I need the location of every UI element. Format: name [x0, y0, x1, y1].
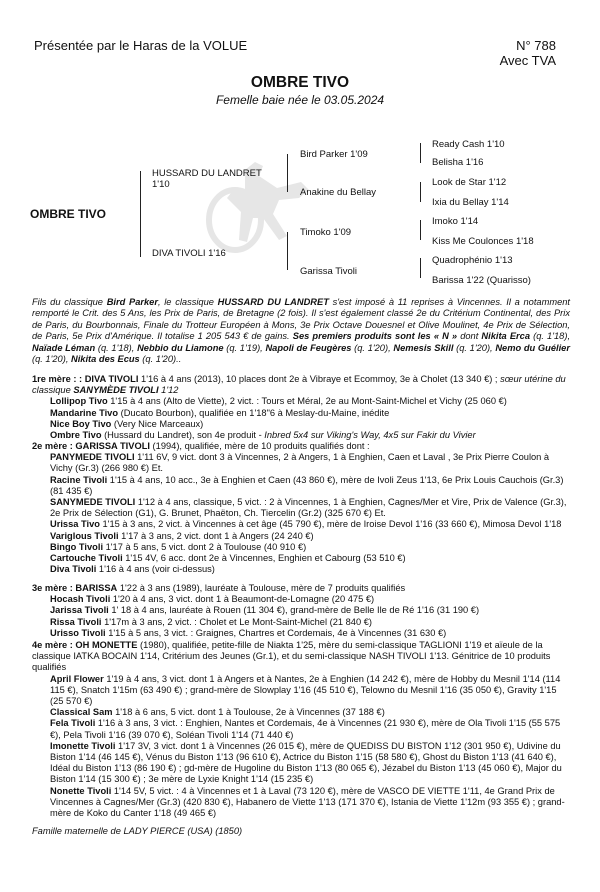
third-dam-section [32, 583, 572, 639]
bracket-ss [420, 143, 421, 163]
pedigree-ss: Bird Parker 1'09 [300, 149, 368, 160]
first-dam-section [32, 374, 572, 441]
produce-line: Diva Tivoli 1'16 à 4 ans (voir ci-dessus) [50, 564, 215, 575]
produce-line: Fela Tivoli 1'16 à 3 ans, 3 vict. : Enghien, Nantes et Cordemais, 4e à Vincennes (21 930 €), mère de Ola Tivoli 1'15 (55 575 €), Pela Tivoli 1'16 (39 070 €), Soléan Tivoli 1'14 (71 440 €) [50, 718, 561, 740]
first-dam-heading: 1re mère : : DIVA TIVOLI 1'16 à 4 ans (2013), 10 places dont 2e à Vibraye et Ecommoy, 3e à Cholet (13 340 €) ; sœur utérine du classique SANYMÈDE TIVOLI 1'12 [32, 374, 566, 396]
pedigree-ds: Timoko 1'09 [300, 227, 352, 238]
produce-line: Cartouche Tivoli 1'15 4V, 6 acc. dont 2e à Vincennes, Enghien et Cabourg (53 510 €) [50, 553, 406, 564]
produce-line: Imonette Tivoli 1'17 3V, 3 vict. dont 1 à Vincennes (26 015 €), mère de QUEDISS DU BISTON 1'12 (301 950 €), Udivine du Biston 1'14 (46 145 €), Vénus du Biston 1'13 (96 610 €), Actrice du Biston 1'15 (58 580 €), Ghost du Biston 1'13 (41 640 €), Idéal du Biston 1'13 (86 190 €) ; gd-mère de Hugoline du Biston 1'13 (80 065 €), Jézabel du Biston 1'13 (45 060 €), Major du Biston 1'14 (15 300 €) ; 3e mère de Lyxie Knight 1'14 (15 235 €) [50, 740, 562, 785]
fourth-dam-heading: 4e mère : OH MONETTE (1980), qualifiée, petite-fille de Niakta 1'25, mère du semi-classique TAGLIONI 1'19 et aïeule de la classique IATKA BOCAIN 1'14, Critérium des Jeunes (Gr.1), et du semi-classique NASH TIVOLI 1'13. Génitrice de 10 produits qualifiés [32, 640, 551, 673]
pedigree-dsd: Kiss Me Coulonces 1'18 [432, 236, 534, 247]
produce-line: Urissa Tivo 1'15 à 3 ans, 2 vict. à Vincennes à cet âge (45 790 €), mère de Iroise Devol 1'16 (33 660 €), Mimosa Devol 1'18 [50, 519, 562, 530]
pedigree-dd: Garissa Tivoli [300, 266, 358, 277]
bracket-subject [140, 171, 141, 257]
pedigree-sire: HUSSARD DU LANDRET 1'10 [152, 168, 262, 190]
produce-line: Urisso Tivoli 1'15 à 5 ans, 3 vict. : Graignes, Chartres et Cordemais, 4e à Vincennes (31 630 €) [50, 627, 447, 638]
produce-line: Jarissa Tivoli 1' 18 à 4 ans, lauréate à Rouen (11 304 €), grand-mère de Belle Ile de Ré 1'16 (31 190 €) [50, 605, 480, 616]
pedigree-dam: DIVA TIVOLI 1'16 [152, 248, 226, 259]
produce-line: April Flower 1'19 à 4 ans, 3 vict. dont 1 à Angers et à Nantes, 2e à Enghien (14 242 €), mère de Hobby du Mesnil 1'14 (114 115 €), Snatch 1'15m (63 490 €) ; grand-mère de Slowplay 1'16 (45 510 €), Telowno du Mesnil 1'16 (35 050 €), Gravity 1'15 (25 570 €) [50, 673, 561, 707]
maternal-family-note: Famille maternelle de LADY PIERCE (USA) (1850) [32, 826, 243, 836]
produce-line: Nice Boy Tivo (Very Nice Marceaux) [50, 418, 204, 429]
pedigree-sd: Anakine du Bellay [300, 187, 377, 198]
produce-line: Variglous Tivoli 1'17 à 3 ans, 2 vict. dont 1 à Angers (24 240 €) [50, 530, 314, 541]
second-dam-section [32, 441, 572, 575]
trotter-logo [205, 150, 315, 260]
second-dam-heading: 2e mère : GARISSA TIVOLI (1994), qualifiée, mère de 10 produits qualifiés dont : [32, 441, 370, 451]
bracket-dd [420, 258, 421, 278]
vat-note: Avec TVA [499, 53, 556, 68]
produce-line: Lollipop Tivo 1'15 à 4 ans (Alto de Viette), 2 vict. : Tours et Méral, 2e au Mont-Saint-Michel et Vichy (25 060 €) [50, 396, 507, 407]
bracket-sd [420, 182, 421, 202]
fourth-dam-section [32, 640, 572, 819]
bracket-sire [287, 154, 288, 192]
produce-line: Mandarine Tivo (Ducato Bourbon), qualifiée en 1'18"6 à Meslay-du-Maine, inédite [50, 407, 390, 418]
produce-line: Ombre Tivo (Hussard du Landret), son 4e produit - Inbred 5x4 sur Viking's Way, 4x5 sur Fakir du Vivier [50, 430, 476, 441]
produce-line: Nonette Tivoli 1'14 5V, 5 vict. : 4 à Vincennes et 1 à Laval (73 120 €), mère de VASCO DE VIETTE 1'11, 4e Grand Prix de Vincennes à Cagnes/Mer (Gr.3) (420 830 €), Habanero de Viette 1'13 (171 370 €), Istania de Viette 1'12m (93 355 €) ; grand-mère de Koko du Canter 1'18 (49 465 €) [50, 785, 565, 819]
pedigree-ddd: Barissa 1'22 (Quarisso) [432, 275, 531, 286]
pedigree-dds: Quadrophénio 1'13 [432, 255, 513, 266]
bracket-dam [287, 232, 288, 270]
lot-number: N° 788 [516, 38, 556, 53]
produce-line: Classical Sam 1'18 à 6 ans, 5 vict. dont 1 à Toulouse, 2e à Vincennes (37 188 €) [50, 707, 385, 718]
pedigree-sdd: Ixia du Bellay 1'14 [432, 197, 509, 208]
pedigree-sds: Look de Star 1'12 [432, 177, 507, 188]
pedigree-subject: OMBRE TIVO [30, 207, 107, 221]
pedigree-dss: Imoko 1'14 [432, 216, 479, 227]
produce-line: Hocash Tivoli 1'20 à 4 ans, 3 vict. dont 1 à Beaumont-de-Lomagne (20 475 €) [50, 594, 375, 605]
produce-line: PANYMEDE TIVOLI 1'11 6V, 9 vict. dont 3 à Vincennes, 2 à Angers, 1 à Enghien, Caen et Laval , 3e Prix Pierre Coulon à Vichy (Gr.3) (266 980 €) Et. [50, 452, 550, 474]
presenter-line: Présentée par le Haras de la VOLUE [34, 38, 248, 53]
produce-line: Bingo Tivoli 1'17 à 5 ans, 5 vict. dont 2 à Toulouse (40 910 €) [50, 541, 307, 552]
lot-block [500, 38, 556, 68]
bracket-ds [420, 220, 421, 240]
pedigree-sss: Ready Cash 1'10 [432, 139, 505, 150]
produce-line: Rissa Tivoli 1'17m à 3 ans, 2 vict. : Cholet et Le Mont-Saint-Michel (21 840 €) [50, 616, 373, 627]
produce-line: Racine Tivoli 1'15 à 4 ans, 10 acc., 3e à Enghien et Caen (43 860 €), mère de Ivoli Zeus 1'13, 6e Prix Louis Cauchois (Gr.3) (81 435 €) [50, 474, 564, 496]
page-title: OMBRE TIVO [250, 74, 350, 91]
produce-line: SANYMEDE TIVOLI 1'12 à 4 ans, classique, 5 vict. : 2 à Vincennes, 1 à Enghien, Cagnes/Mer et Vire, Prix de Valence (Gr.3), 2e Prix de Sélection (G1), G. Brunet, Phaëton, Ch. Tiercelin (Gr.2) (325 670 €) Et. [50, 497, 567, 519]
pedigree-ssd: Belisha 1'16 [432, 157, 484, 168]
third-dam-heading: 3e mère : BARISSA 1'22 à 3 ans (1989), lauréate à Toulouse, mère de 7 produits qualifiés [32, 583, 406, 593]
sire-paragraph: Fils du classique Bird Parker, le classique HUSSARD DU LANDRET s'est imposé à 11 reprises à Vincennes. Il a notamment remporté le Crit. des 5 Ans, les Prix de Paris, de Bretagne (2 fois). Il s'est également classé 2e du Critérium Continental, des Prix de Paris, du Bourbonnais, Finale du Trotteur Européen à Mons, 3e Prix Octave Douesnel et Olive Moulinet, 4e Prix de Sélection, de Paris, 5e Prix d'Amérique. Il totalise 1 205 543 € de gains. Ses premiers produits sont les « N » dont Nikita Erca (q. 1'18), Naïade Léman (q. 1'18), Nebbio du Liamone (q. 1'19), Napoli de Feugères (q. 1'20), Nemesis Skill (q. 1'20), Nemo du Guélier (q. 1'20), Nikita des Ecus (q. 1'20).. [32, 297, 571, 365]
horse-description: Femelle baie née le 03.05.2024 [215, 93, 385, 107]
